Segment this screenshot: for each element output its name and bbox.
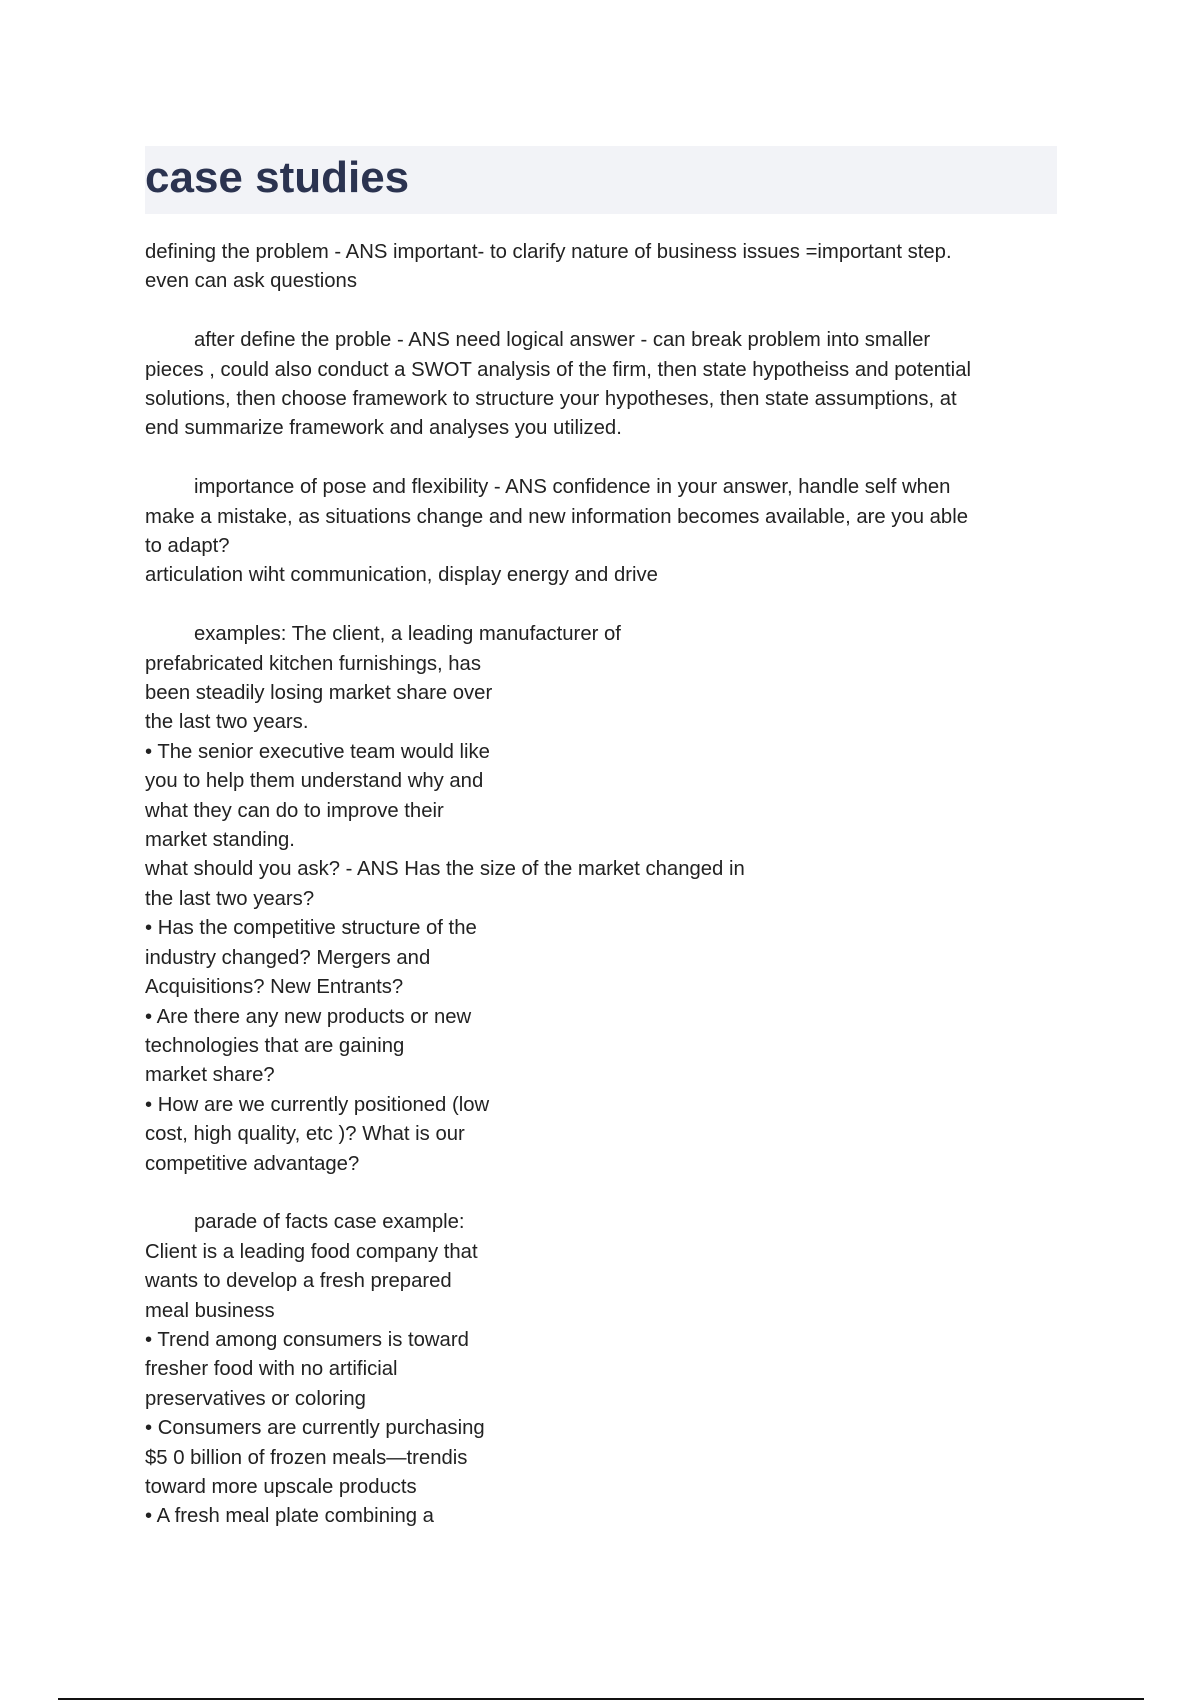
text-line: industry changed? Mergers and — [145, 946, 431, 969]
bullet-line: • A fresh meal plate combining a — [145, 1505, 434, 1528]
entry-importance-of-pose — [145, 473, 1057, 591]
bullet-line: • Are there any new products or new — [145, 1005, 472, 1028]
text-line: you to help them understand why and — [145, 770, 484, 793]
text-line: to adapt? — [145, 535, 230, 558]
text-line: the last two years? — [145, 887, 315, 910]
text-line: wants to develop a fresh prepared — [145, 1270, 452, 1293]
text-line: parade of facts case example: — [194, 1211, 465, 1234]
document-body — [145, 238, 1057, 1561]
text-line: even can ask questions — [145, 270, 357, 293]
entry-parade-of-facts — [145, 1208, 1057, 1531]
page-title: case studies — [145, 153, 410, 202]
text-line: Client is a leading food company that — [145, 1240, 478, 1263]
text-line: preservatives or coloring — [145, 1387, 366, 1410]
text-line: articulation wiht communication, display energy and drive — [145, 564, 658, 587]
text-line: importance of pose and flexibility - ANS confidence in your answer, handle self when — [194, 476, 951, 499]
text-line: $5 0 billion of frozen meals—trendis — [145, 1446, 468, 1469]
text-line: technologies that are gaining — [145, 1034, 405, 1057]
text-line: Acquisitions? New Entrants? — [145, 976, 404, 999]
text-line: defining the problem - ANS important- to clarify nature of business issues =important step. — [145, 241, 952, 263]
text-line: competitive advantage? — [145, 1152, 360, 1175]
bullet-line: • The senior executive team would like — [145, 740, 490, 763]
text-line: cost, high quality, etc )? What is our — [145, 1123, 465, 1146]
entry-after-define — [145, 326, 1057, 444]
text-line: toward more upscale products — [145, 1476, 417, 1498]
text-line: market standing. — [145, 829, 295, 852]
text-line: prefabricated kitchen furnishings, has — [145, 652, 481, 675]
text-line: what should you ask? - ANS Has the size of the market changed in — [145, 858, 745, 881]
text-line: pieces , could also conduct a SWOT analysis of the firm, then state hypotheiss and potential — [145, 358, 971, 381]
bullet-line: • Has the competitive structure of the — [145, 917, 477, 940]
text-line: examples: The client, a leading manufacturer of — [194, 623, 621, 646]
bullet-line: • Consumers are currently purchasing — [145, 1417, 485, 1440]
title-banner — [145, 146, 1057, 214]
bullet-line: • How are we currently positioned (low — [145, 1093, 490, 1116]
text-line: what they can do to improve their — [145, 799, 444, 822]
text-line: solutions, then choose framework to structure your hypotheses, then state assumptions, at — [145, 388, 957, 411]
text-line: end summarize framework and analyses you utilized. — [145, 417, 622, 440]
text-line: after define the proble - ANS need logical answer - can break problem into smaller — [194, 329, 931, 352]
text-line: fresher food with no artificial — [145, 1358, 398, 1381]
text-line: been steadily losing market share over — [145, 682, 493, 705]
text-line: market share? — [145, 1064, 275, 1087]
entry-examples — [145, 620, 1057, 1179]
text-line: the last two years. — [145, 711, 309, 734]
bullet-line: • Trend among consumers is toward — [145, 1328, 469, 1351]
text-line: make a mistake, as situations change and new information becomes available, are you able — [145, 505, 968, 528]
text-line: meal business — [145, 1299, 275, 1322]
entry-defining-the-problem — [145, 238, 1057, 297]
